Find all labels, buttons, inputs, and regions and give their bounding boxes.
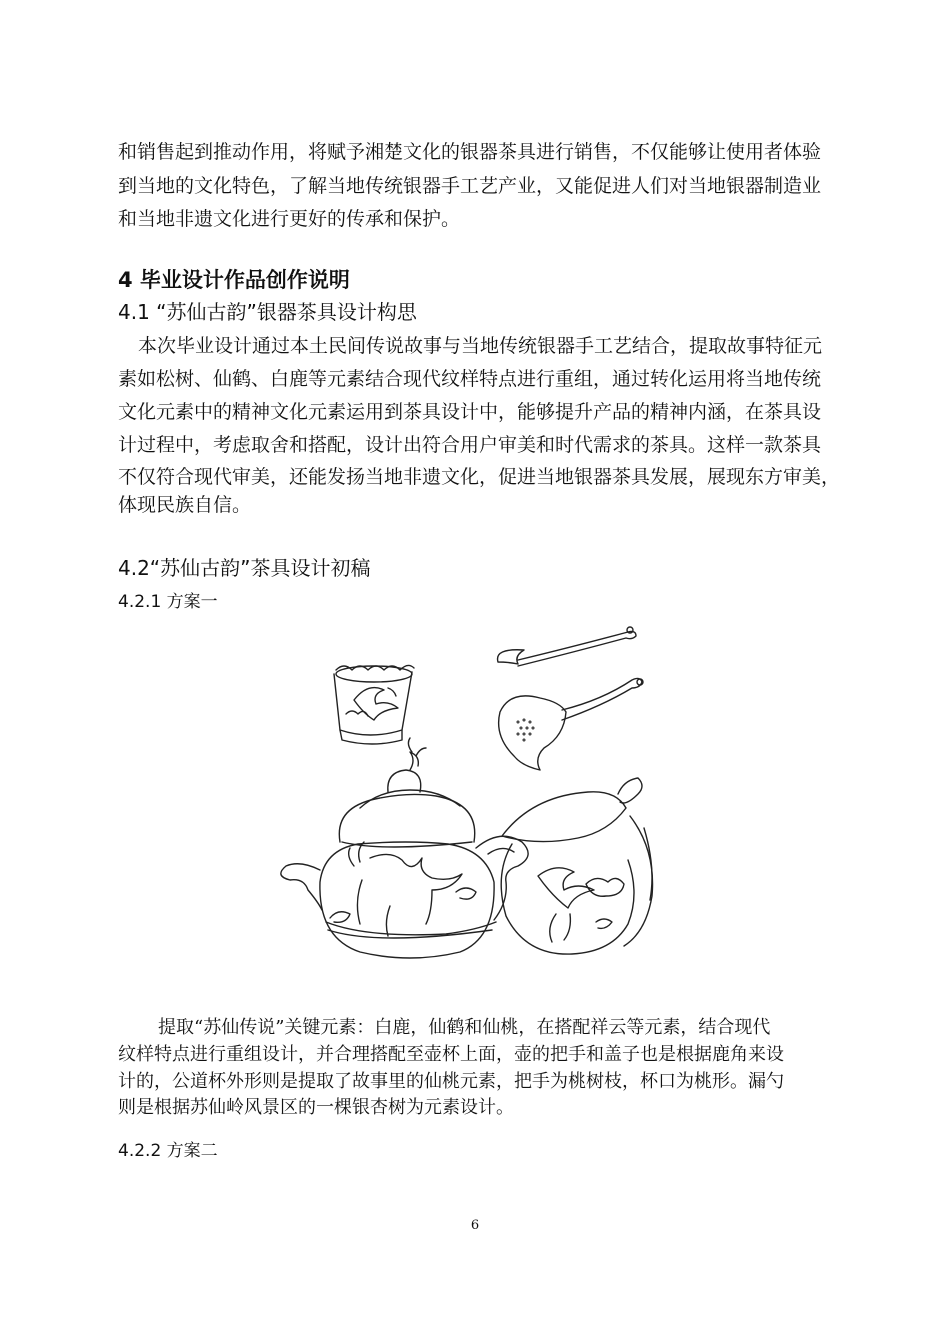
caption-line-4: 则是根据苏仙岭风景区的一棵银杏树为元素设计。 (118, 1097, 514, 1118)
intro-line-2: 到当地的文化特色，了解当地传统银器手工艺产业，又能促进人们对当地银器制造业 (118, 175, 822, 197)
spoon-sketch-top (498, 627, 636, 666)
strainer-spoon-sketch (499, 678, 643, 770)
pitcher-sketch (501, 778, 652, 954)
section-4-1-line-4: 计过程中，考虑取舍和搭配，设计出符合用户审美和时代需求的茶具。这样一款茶具 (118, 434, 822, 456)
section-4-1-line-3: 文化元素中的精神文化元素运用到茶具设计中，能够提升产品的精神内涵，在茶具设 (118, 401, 822, 423)
intro-line-1: 和销售起到推动作用，将赋予湘楚文化的银器茶具进行销售，不仅能够让使用者体验 (118, 141, 822, 163)
section-4-heading: 4 毕业设计作品创作说明 (118, 268, 350, 292)
intro-line-3: 和当地非遗文化进行更好的传承和保护。 (118, 208, 461, 230)
section-4-2-heading: 4.2“苏仙古韵”茶具设计初稿 (118, 556, 371, 580)
cup-sketch (334, 665, 414, 744)
section-4-1-line-6: 体现民族自信。 (118, 494, 252, 516)
section-4-2-2-heading: 4.2.2 方案二 (118, 1141, 218, 1161)
section-4-1-line-5: 不仅符合现代审美，还能发扬当地非遗文化，促进当地银器茶具发展，展现东方审美， (118, 466, 841, 488)
caption-line-1: 提取“苏仙传说”关键元素：白鹿，仙鹤和仙桃，在搭配祥云等元素，结合现代 (158, 1017, 771, 1038)
caption-line-3: 计的，公道杯外形则是提取了故事里的仙桃元素，把手为桃树枝，杯口为桃形。漏勺 (118, 1071, 784, 1092)
section-4-1-heading: 4.1 “苏仙古韵”银器茶具设计构思 (118, 300, 417, 324)
section-4-1-line-1: 本次毕业设计通过本土民间传说故事与当地传统银器手工艺结合，提取故事特征元 (138, 335, 823, 357)
page-number: 6 (470, 1218, 480, 1233)
tea-set-sketch-figure (270, 622, 670, 972)
section-4-2-1-heading: 4.2.1 方案一 (118, 592, 218, 612)
teapot-sketch (281, 738, 528, 958)
caption-line-2: 纹样特点进行重组设计，并合理搭配至壶杯上面，壶的把手和盖子也是根据鹿角来设 (118, 1044, 784, 1065)
section-4-1-line-2: 素如松树、仙鹤、白鹿等元素结合现代纹样特点进行重组，通过转化运用将当地传统 (118, 368, 822, 390)
